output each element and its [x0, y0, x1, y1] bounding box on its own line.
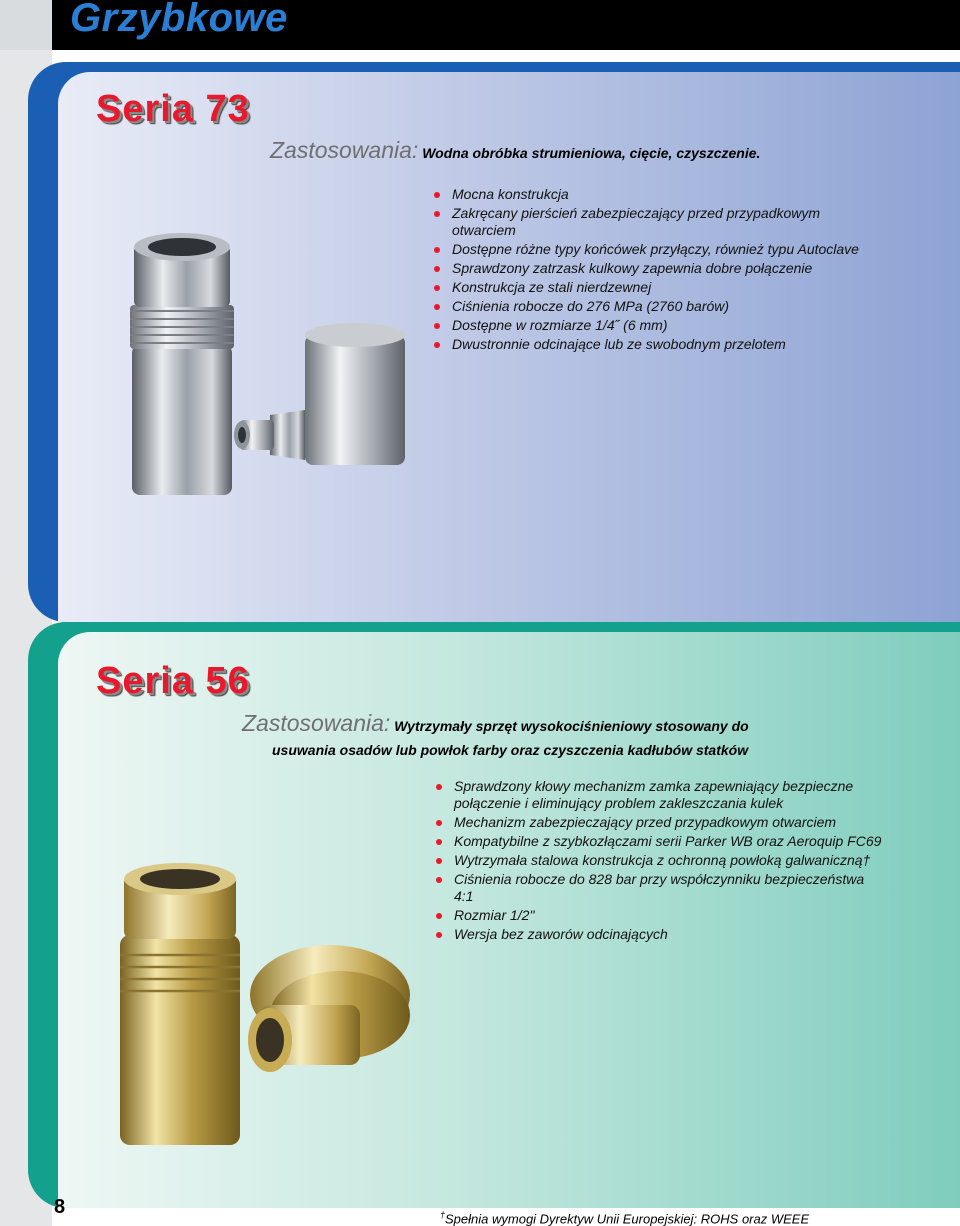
- series-56-usage: [242, 710, 942, 736]
- list-item: Mocna konstrukcja: [432, 186, 872, 203]
- list-item: Mechanizm zabezpieczający przed przypadkowym otwarciem: [434, 814, 884, 831]
- series-56-feature-list: [434, 778, 884, 945]
- series-56-product-image: [110, 855, 430, 1185]
- list-item: Sprawdzony kłowy mechanizm zamka zapewniający bezpieczne połączenie i eliminujący problem zakleszczania kulek: [434, 778, 884, 812]
- series-56-usage-label: Zastosowania:: [242, 710, 391, 736]
- list-item: Konstrukcja ze stali nierdzewnej: [432, 279, 872, 296]
- series-56-usage-text-1: Wytrzymały sprzęt wysokociśnieniowy stosowany do: [394, 718, 749, 734]
- list-item: Ciśnienia robocze do 276 MPa (2760 barów): [432, 298, 872, 315]
- list-item: Wersja bez zaworów odcinających: [434, 926, 884, 943]
- series-73-usage-text: Wodna obróbka strumieniowa, cięcie, czyszczenie.: [422, 145, 761, 161]
- series-73-usage-label: Zastosowania:: [270, 137, 419, 163]
- series-73-product-image: [120, 225, 420, 505]
- list-item: Rozmiar 1/2": [434, 907, 884, 924]
- list-item: Ciśnienia robocze do 828 bar przy współczynniku bezpieczeństwa 4:1: [434, 871, 884, 905]
- list-item: Wytrzymała stalowa konstrukcja z ochronną powłoką galwaniczną†: [434, 852, 884, 869]
- list-item: Dostępne w rozmiarze 1/4˝ (6 mm): [432, 317, 872, 334]
- page-number: 8: [54, 1196, 66, 1218]
- list-item: Dostępne różne typy końcówek przyłączy, również typu Autoclave: [432, 241, 872, 258]
- list-item: Zakręcany pierścień zabezpieczający przed przypadkowym otwarciem: [432, 205, 872, 239]
- page-title: Grzybkowe: [70, 0, 288, 40]
- series-56-usage-line2: usuwania osadów lub powłok farby oraz czyszczenia kadłubów statków: [272, 742, 749, 758]
- list-item: Dwustronnie odcinające lub ze swobodnym przelotem: [432, 336, 872, 353]
- footnote: [440, 1210, 809, 1226]
- series-56-title: Seria 56: [96, 660, 250, 702]
- header-left-strip: [0, 0, 52, 50]
- list-item: Sprawdzony zatrzask kulkowy zapewnia dobre połączenie: [432, 260, 872, 277]
- list-item: Kompatybilne z szybkozłączami serii Parker WB oraz Aeroquip FC69: [434, 833, 884, 850]
- series-73-usage: [270, 137, 910, 163]
- series-73-title: Seria 73: [96, 88, 250, 130]
- footnote-text: Spełnia wymogi Dyrektyw Unii Europejskiej: ROHS oraz WEEE: [445, 1211, 810, 1226]
- footnote-mark: †: [440, 1210, 446, 1220]
- series-73-feature-list: [432, 186, 872, 355]
